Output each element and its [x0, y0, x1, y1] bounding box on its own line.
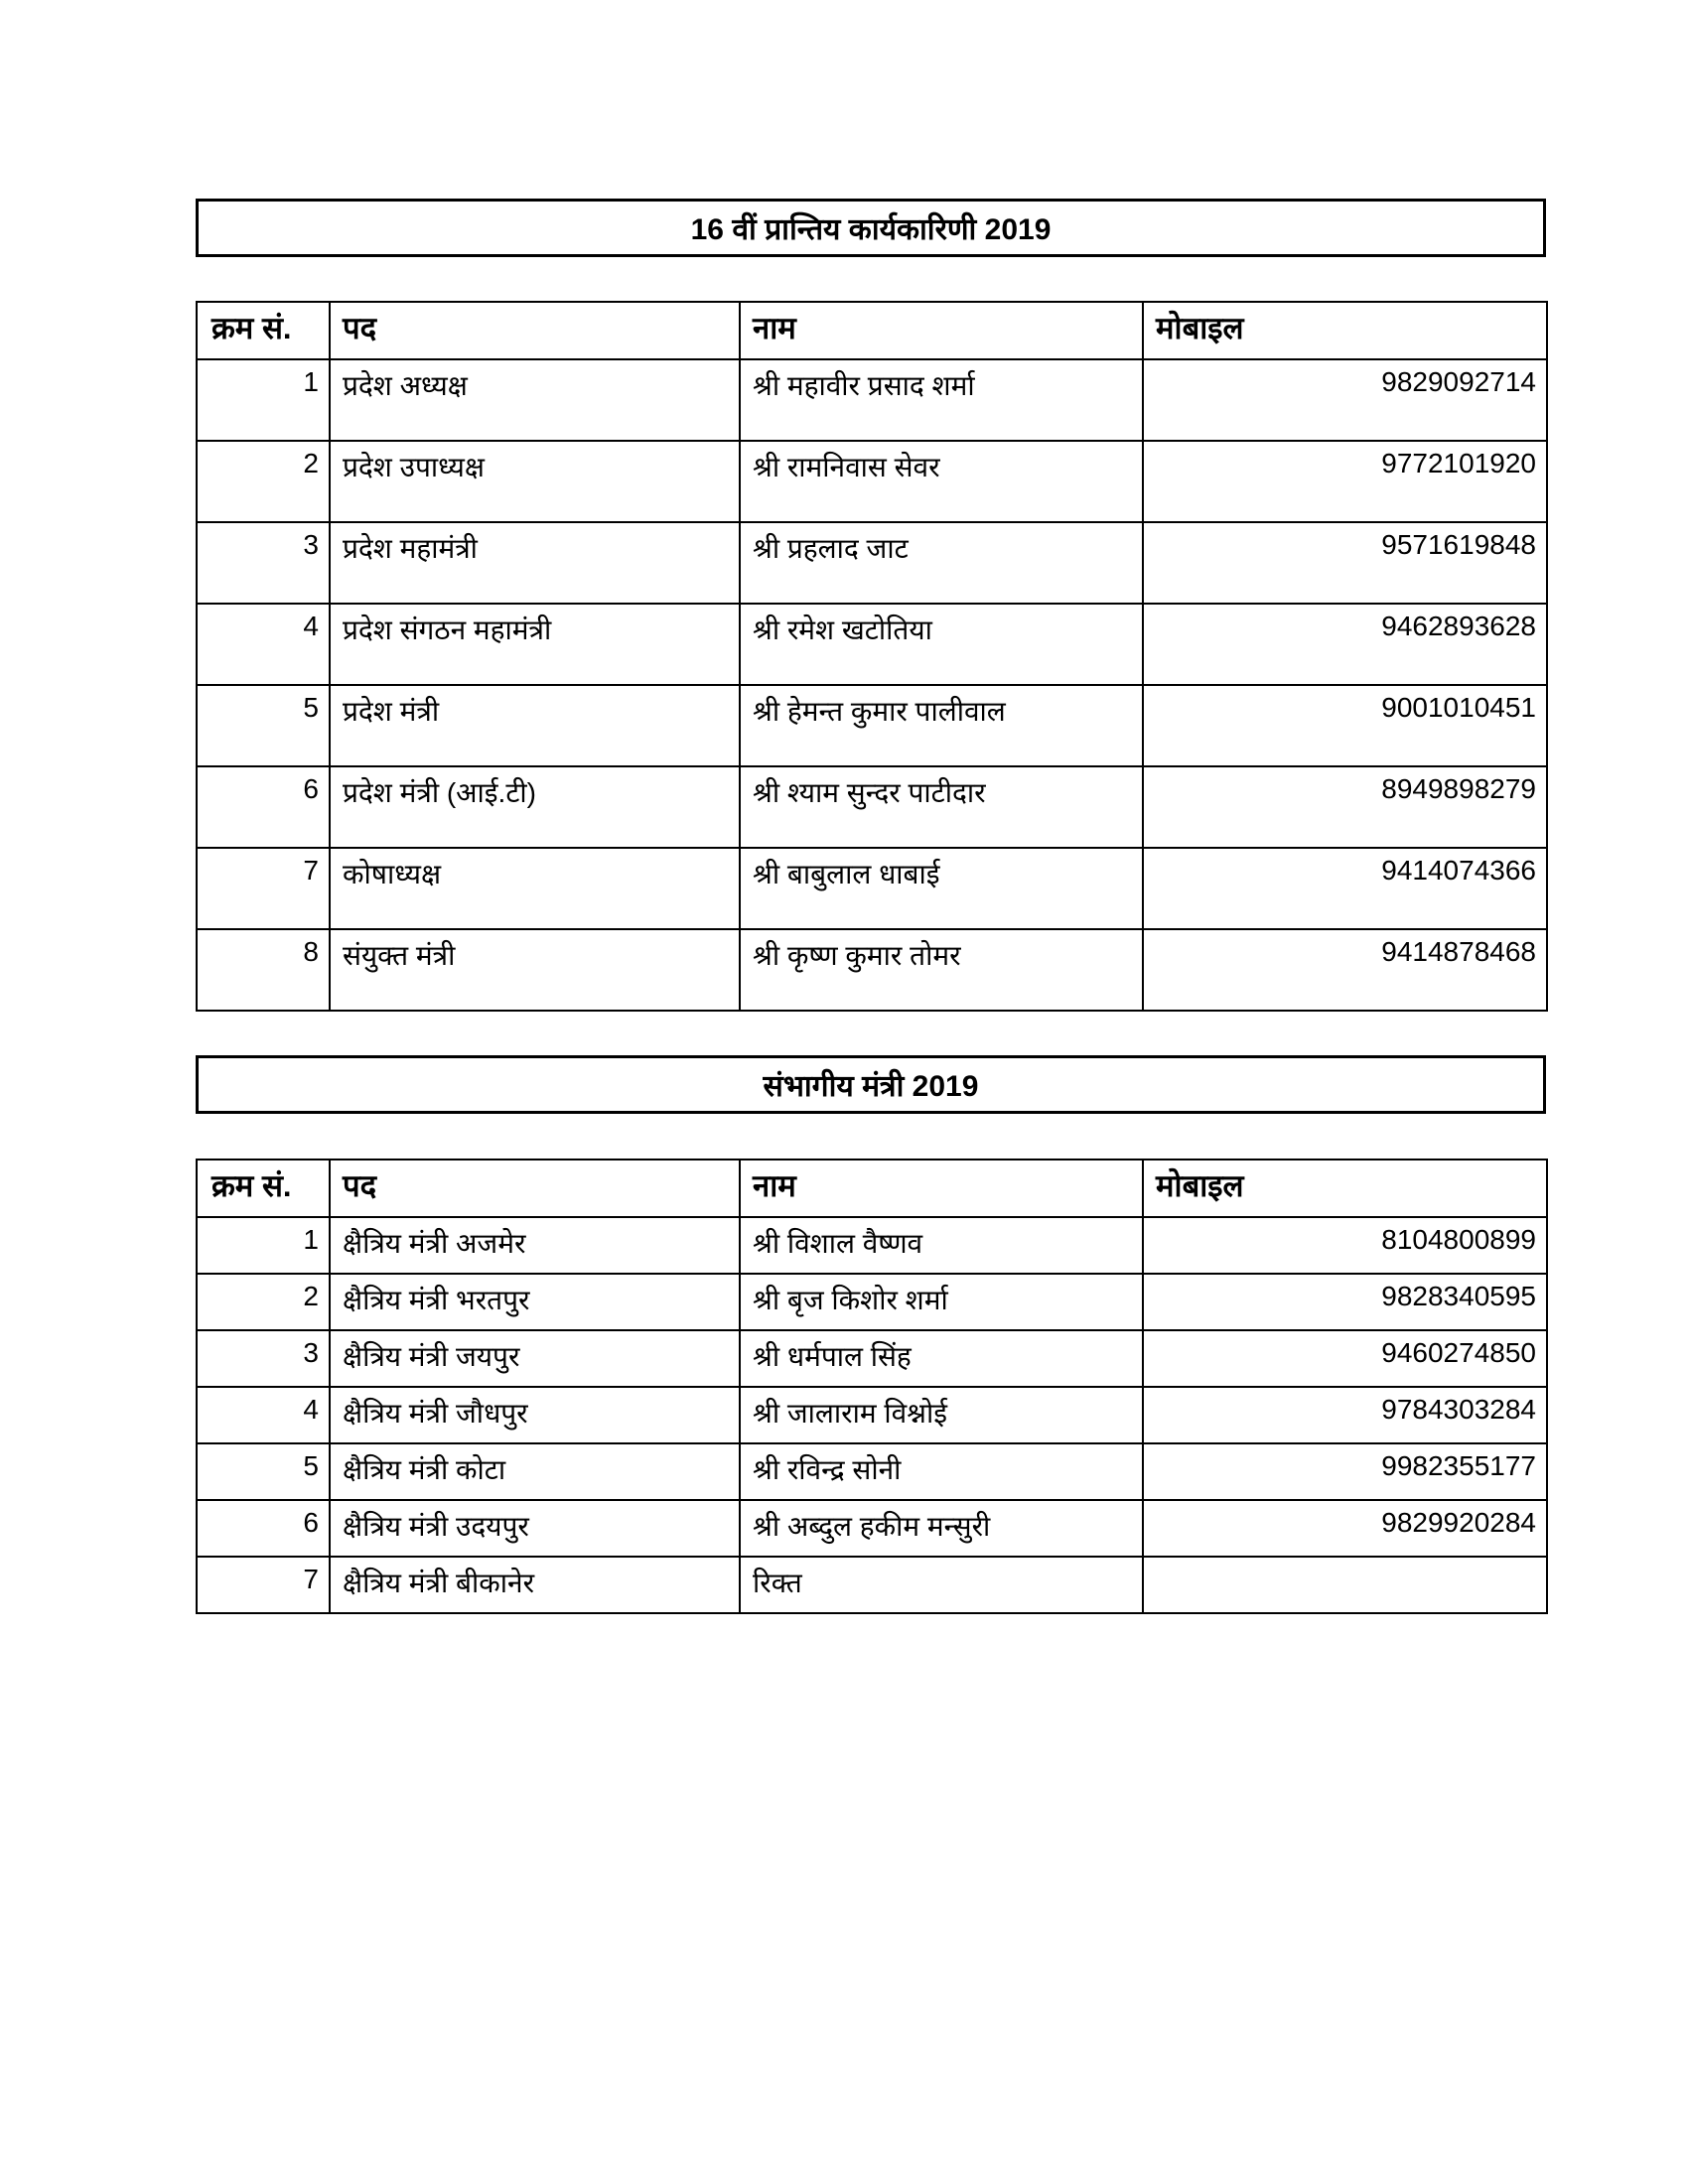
cell-post: क्षैत्रिय मंत्री बीकानेर: [330, 1557, 740, 1613]
cell-mobile: 9828340595: [1143, 1274, 1547, 1330]
cell-post: क्षैत्रिय मंत्री भरतपुर: [330, 1274, 740, 1330]
cell-name: श्री बृज किशोर शर्मा: [740, 1274, 1143, 1330]
cell-mobile: 9462893628: [1143, 604, 1547, 685]
cell-name: रिक्त: [740, 1557, 1143, 1613]
cell-name: श्री विशाल वैष्णव: [740, 1217, 1143, 1274]
cell-serial-no: 7: [197, 848, 330, 929]
cell-serial-no: 2: [197, 1274, 330, 1330]
cell-mobile: 8104800899: [1143, 1217, 1547, 1274]
cell-mobile: [1143, 1557, 1547, 1613]
cell-serial-no: 6: [197, 766, 330, 848]
cell-post: क्षैत्रिय मंत्री अजमेर: [330, 1217, 740, 1274]
cell-serial-no: 7: [197, 1557, 330, 1613]
cell-name: श्री बाबुलाल धाबाई: [740, 848, 1143, 929]
header-mobile: मोबाइल: [1143, 1160, 1547, 1217]
header-mobile: मोबाइल: [1143, 302, 1547, 359]
cell-post: क्षैत्रिय मंत्री जयपुर: [330, 1330, 740, 1387]
table-header-row: [197, 1160, 1547, 1217]
cell-mobile: 9460274850: [1143, 1330, 1547, 1387]
cell-post: प्रदेश अध्यक्ष: [330, 359, 740, 441]
cell-post: संयुक्त मंत्री: [330, 929, 740, 1011]
cell-serial-no: 3: [197, 1330, 330, 1387]
cell-mobile: 9414878468: [1143, 929, 1547, 1011]
cell-post: क्षैत्रिय मंत्री कोटा: [330, 1443, 740, 1500]
table-row: [197, 766, 1547, 848]
cell-post: प्रदेश मंत्री: [330, 685, 740, 766]
cell-mobile: 9571619848: [1143, 522, 1547, 604]
section-title-state-executive: [196, 199, 1546, 257]
table-row: [197, 929, 1547, 1011]
cell-serial-no: 8: [197, 929, 330, 1011]
cell-name: श्री धर्मपाल सिंह: [740, 1330, 1143, 1387]
cell-post: प्रदेश मंत्री (आई.टी): [330, 766, 740, 848]
table-row: [197, 359, 1547, 441]
table-header-row: [197, 302, 1547, 359]
cell-mobile: 9772101920: [1143, 441, 1547, 522]
table-row: [197, 1274, 1547, 1330]
table-row: [197, 1387, 1547, 1443]
cell-name: श्री श्याम सुन्दर पाटीदार: [740, 766, 1143, 848]
cell-serial-no: 6: [197, 1500, 330, 1557]
cell-mobile: 9829092714: [1143, 359, 1547, 441]
cell-name: श्री कृष्ण कुमार तोमर: [740, 929, 1143, 1011]
cell-serial-no: 4: [197, 1387, 330, 1443]
table-row: [197, 1500, 1547, 1557]
cell-serial-no: 1: [197, 1217, 330, 1274]
cell-mobile: 9001010451: [1143, 685, 1547, 766]
cell-mobile: 8949898279: [1143, 766, 1547, 848]
section-title-divisional-ministers: [196, 1055, 1546, 1114]
cell-post: प्रदेश महामंत्री: [330, 522, 740, 604]
cell-name: श्री रविन्द्र सोनी: [740, 1443, 1143, 1500]
cell-name: श्री हेमन्त कुमार पालीवाल: [740, 685, 1143, 766]
cell-serial-no: 5: [197, 685, 330, 766]
cell-post: प्रदेश संगठन महामंत्री: [330, 604, 740, 685]
cell-post: क्षैत्रिय मंत्री जौधपुर: [330, 1387, 740, 1443]
cell-name: श्री रामनिवास सेवर: [740, 441, 1143, 522]
cell-serial-no: 2: [197, 441, 330, 522]
section-title-text: 16 वीं प्रान्तिय कार्यकारिणी 2019: [690, 213, 1052, 246]
state-executive-table: [196, 301, 1548, 1012]
cell-serial-no: 4: [197, 604, 330, 685]
cell-post: प्रदेश उपाध्यक्ष: [330, 441, 740, 522]
table-row: [197, 848, 1547, 929]
header-name: नाम: [740, 1160, 1143, 1217]
table-row: [197, 604, 1547, 685]
table-row: [197, 441, 1547, 522]
cell-post: क्षैत्रिय मंत्री उदयपुर: [330, 1500, 740, 1557]
table-row: [197, 1443, 1547, 1500]
cell-serial-no: 5: [197, 1443, 330, 1500]
divisional-ministers-table: [196, 1159, 1548, 1614]
cell-serial-no: 1: [197, 359, 330, 441]
header-post: पद: [330, 1160, 740, 1217]
cell-post: कोषाध्यक्ष: [330, 848, 740, 929]
table-row: [197, 522, 1547, 604]
header-name: नाम: [740, 302, 1143, 359]
cell-name: श्री रमेश खटोतिया: [740, 604, 1143, 685]
table-row: [197, 1557, 1547, 1613]
cell-name: श्री जालाराम विश्नोई: [740, 1387, 1143, 1443]
cell-mobile: 9982355177: [1143, 1443, 1547, 1500]
cell-serial-no: 3: [197, 522, 330, 604]
header-serial-no: क्रम सं.: [197, 302, 330, 359]
cell-mobile: 9784303284: [1143, 1387, 1547, 1443]
table-row: [197, 685, 1547, 766]
cell-name: श्री प्रहलाद जाट: [740, 522, 1143, 604]
header-serial-no: क्रम सं.: [197, 1160, 330, 1217]
section-title-text: संभागीय मंत्री 2019: [763, 1070, 979, 1103]
cell-mobile: 9414074366: [1143, 848, 1547, 929]
cell-name: श्री महावीर प्रसाद शर्मा: [740, 359, 1143, 441]
cell-mobile: 9829920284: [1143, 1500, 1547, 1557]
table-row: [197, 1330, 1547, 1387]
table-row: [197, 1217, 1547, 1274]
header-post: पद: [330, 302, 740, 359]
cell-name: श्री अब्दुल हकीम मन्सुरी: [740, 1500, 1143, 1557]
